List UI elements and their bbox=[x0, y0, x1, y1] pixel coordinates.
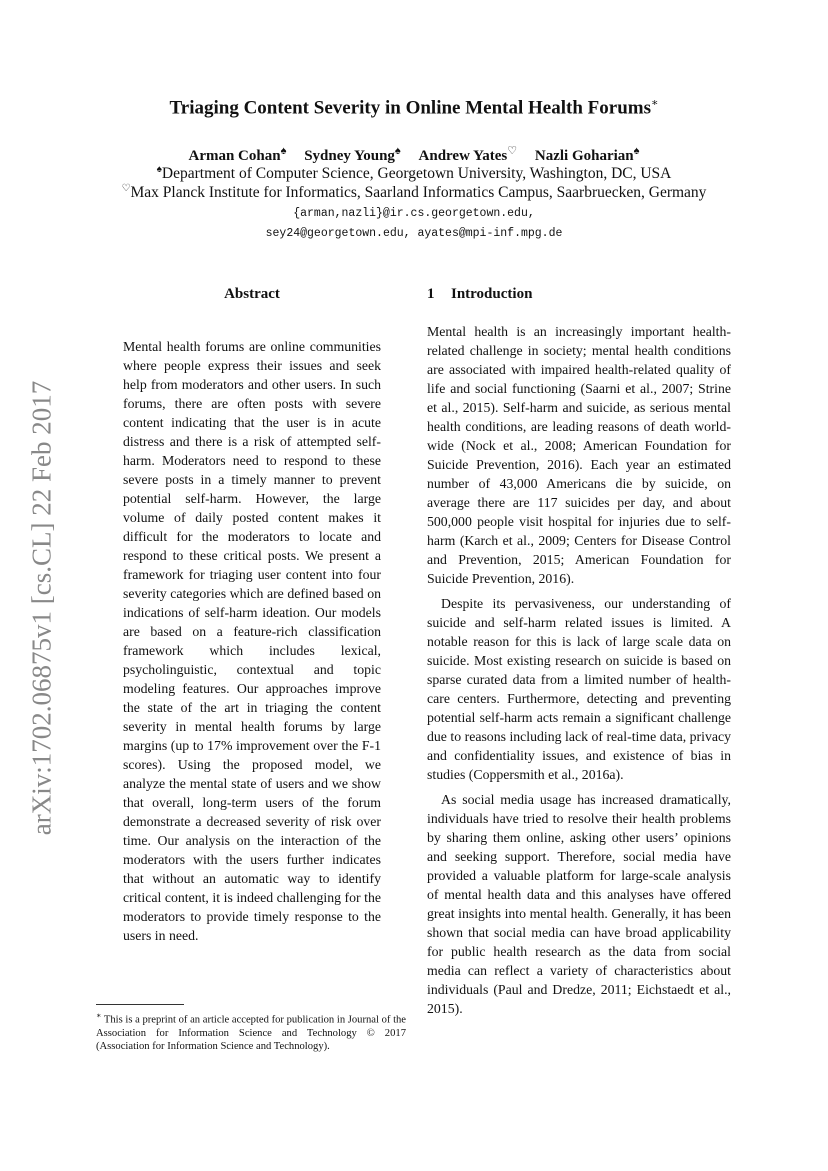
affiliation-mark: ♠ bbox=[156, 164, 162, 175]
footnote-mark: ∗ bbox=[96, 1011, 102, 1020]
author: Arman Cohan♠ bbox=[188, 145, 287, 164]
author-email: {arman,nazli}@ir.cs.georgetown.edu, bbox=[293, 207, 535, 220]
author-mark: ♡ bbox=[507, 145, 518, 157]
intro-paragraph: Mental health is an increasingly important health-related challenge in society; mental health conditions are associated with impaired health-related quality of life and social functioning (Saarni et al., 2007; Strine et al., 2015). Self-harm and suicide, as serious mental health conditions, are leading reasons of death world-wide (Nock et al., 2008; American Foundation for Suicide Prevention, 2016). Each year an estimated number of 43,000 Americans die by suicide, on average there are 117 suicides per day, and about 500,000 people visit hospital for injuries due to self-harm (Karch et al., 2009; Centers for Disease Control and Prevention, 2015; American Foundation for Suicide Prevention, 2016). bbox=[427, 324, 731, 586]
intro-paragraph: As social media usage has increased dramatically, individuals have tried to resolve their health problems by sharing them online, asking other users’ opinions and seeking support. Therefore, social media have provided a valuable platform for large-scale analysis of mental health data and this analyses have offered great insights into mental health. Generally, it has been shown that social media can have broad applicability for public health research as the data from social media can reflect a variety of characteristics about individuals (Paul and Dredze, 2011; Eichstaedt et al., 2015). bbox=[427, 792, 731, 1016]
author-email: sey24@georgetown.edu, ayates@mpi-inf.mpg.de bbox=[265, 227, 563, 240]
author-mark: ♠ bbox=[280, 145, 287, 157]
footnote-rule bbox=[96, 1004, 184, 1005]
affiliation-text: Department of Computer Science, Georgetown University, Washington, DC, USA bbox=[161, 165, 672, 183]
author-list bbox=[0, 144, 828, 165]
section-title: Introduction bbox=[451, 286, 533, 302]
author: Andrew Yates♡ bbox=[418, 145, 518, 164]
paper-title bbox=[0, 96, 828, 119]
section-heading bbox=[427, 286, 731, 303]
abstract-text: Mental health forums are online communities where people express their issues and seek help from moderators and other users. In such forums, there are often posts with severe content indicating that the user is in acute distress and there is a risk of attempted self-harm. Moderators need to respond to these severe posts in a timely manner to prevent potential self-harm. However, the large volume of daily posted content makes it difficult for the moderators to locate and respond to these critical posts. We present a framework for triaging user content into four severity categories which are defined based on indications of self-harm ideation. Our models are based on a feature-rich classification framework which includes lexical, psycholinguistic, contextual and topic modeling features. Our approaches improve the state of the art in triaging the content severity in mental health forums by large margins (up to 17% improvement over the F-1 scores). Using the proposed model, we analyze the mental state of users and we show that overall, long-term users of the forum demonstrate a decreased severity of risk over time. Our analysis on the interaction of the moderators with the users further indicates that without an automatic way to identify critical content, it is indeed challenging for the moderators to provide timely response to the users in need. bbox=[123, 339, 381, 943]
paper-title-text: Triaging Content Severity in Online Mental Health Forums bbox=[169, 97, 651, 119]
author-mark: ♠ bbox=[633, 145, 640, 157]
title-footnote-mark: ∗ bbox=[651, 97, 659, 109]
footnote-text: This is a preprint of an article accepted for publication in Journal of the Association for Information Science and Technology © 2017 (Association for Information Science and Technology). bbox=[96, 1014, 407, 1052]
abstract-heading: Abstract bbox=[224, 286, 280, 302]
author: Nazli Goharian♠ bbox=[534, 145, 640, 164]
right-column bbox=[427, 286, 731, 1024]
affiliation-mark: ♡ bbox=[121, 183, 131, 194]
arxiv-stamp bbox=[22, 368, 62, 848]
left-column bbox=[123, 286, 381, 945]
affiliation bbox=[0, 183, 828, 202]
footnote bbox=[96, 1004, 406, 1053]
affiliation bbox=[0, 164, 828, 183]
author-mark: ♠ bbox=[394, 145, 401, 157]
intro-paragraph: Despite its pervasiveness, our understanding of suicide and self-harm related issues is limited. A notable reason for this is lack of large scale data on suicide. Most existing research on suicide is based on sparse curated data from a limited number of health-care centers. Furthermore, detecting and preventing potential self-harm acts remain a significant challenge due to reasons including lack of real-time data, privacy and confidentiality issues, and existence of bias in studies (Coppersmith et al., 2016a). bbox=[427, 596, 731, 782]
affiliation-text: Max Planck Institute for Informatics, Saarland Informatics Campus, Saarbruecken, Germany bbox=[130, 184, 707, 202]
author: Sydney Young♠ bbox=[304, 145, 401, 164]
section-number: 1 bbox=[427, 286, 435, 302]
arxiv-stamp-text: arXiv:1702.06875v1 [cs.CL] 22 Feb 2017 bbox=[26, 380, 57, 836]
